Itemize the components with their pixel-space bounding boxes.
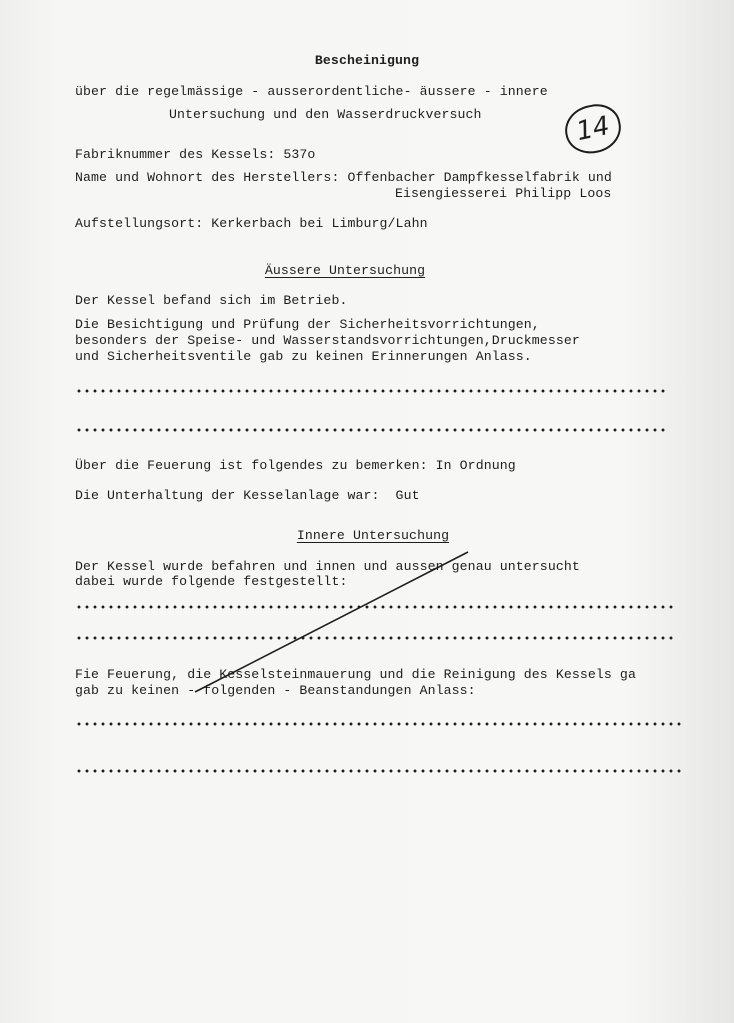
subtitle-line-1: über die regelmässige - ausserordentliche- äussere - innere (75, 84, 548, 99)
feuerung-remark: Über die Feuerung ist folgendes zu bemerken: In Ordnung (75, 458, 516, 473)
aufstellungsort: Aufstellungsort: Kerkerbach bei Limburg/Lahn (75, 216, 428, 231)
innere-heading: Innere Untersuchung (296, 528, 450, 543)
subtitle-line-2: Untersuchung und den Wasserdruckversuch (169, 107, 482, 122)
innere-line-4: gab zu keinen - folgenden - Beanstandungen Anlass: (75, 683, 476, 698)
unterhaltung-remark: Die Unterhaltung der Kesselanlage war: Gut (75, 488, 420, 503)
aeussere-line-4: und Sicherheitsventile gab zu keinen Erinnerungen Anlass. (75, 349, 532, 364)
innere-line-2: dabei wurde folgende festgestellt: (75, 574, 348, 589)
innere-line-1: Der Kessel wurde befahren und innen und aussen genau untersucht (75, 559, 580, 574)
hersteller-line-1: Name und Wohnort des Herstellers: Offenbacher Dampfkesselfabrik und (75, 170, 612, 185)
aeussere-heading: Äussere Untersuchung (264, 263, 426, 278)
fabriknummer: Fabriknummer des Kessels: 537o (75, 147, 316, 162)
aeussere-line-2: Die Besichtigung und Prüfung der Sicherheitsvorrichtungen, (75, 317, 540, 332)
page-number-circle: 14 (561, 100, 626, 159)
hersteller-line-2: Eisengiesserei Philipp Loos (395, 186, 612, 201)
document-title: Bescheinigung (314, 53, 420, 68)
aeussere-line-3: besonders der Speise- und Wasserstandsvorrichtungen,Druckmesser (75, 333, 580, 348)
diagonal-strike-line (195, 552, 468, 692)
innere-line-3: Fie Feuerung, die Kesselsteinmauerung und die Reinigung des Kessels ga (75, 667, 636, 682)
aeussere-line-1: Der Kessel befand sich im Betrieb. (75, 293, 348, 308)
